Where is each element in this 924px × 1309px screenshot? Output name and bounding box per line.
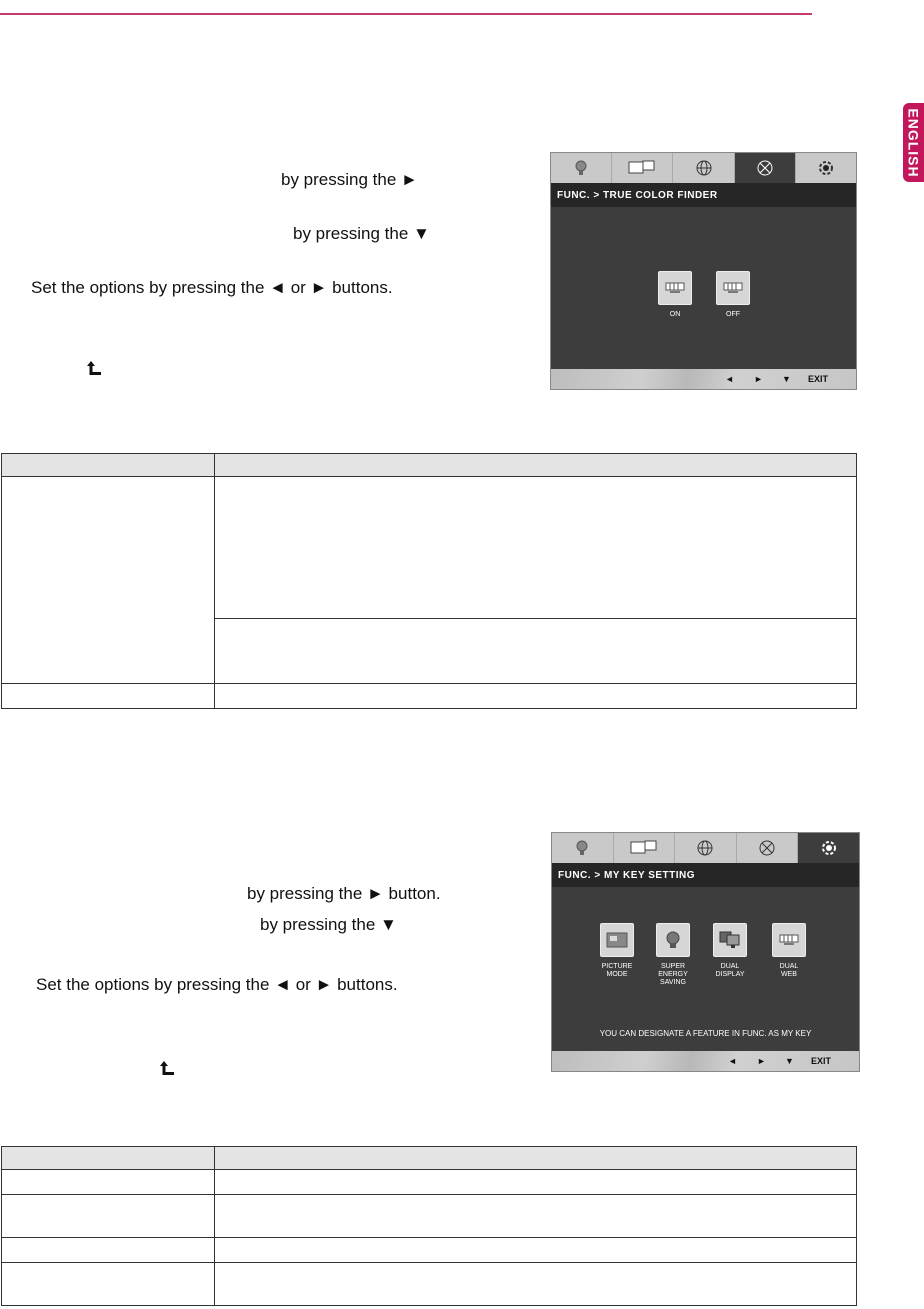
table-cell [2, 1238, 215, 1263]
header-cell [2, 454, 215, 477]
table-row [2, 477, 857, 619]
step-1-text: by pressing the ► [281, 170, 418, 189]
osd-breadcrumb: FUNC. > TRUE COLOR FINDER [551, 183, 856, 207]
osd-content [554, 207, 853, 369]
step-2-text: by pressing the ▼ [260, 915, 397, 934]
right-button[interactable]: ► [754, 374, 763, 384]
gear-icon [820, 839, 838, 857]
table-row [2, 1263, 857, 1306]
tab-picture[interactable] [551, 153, 612, 183]
globe-icon [696, 839, 714, 857]
option-picture-mode[interactable] [595, 923, 639, 979]
option-dual-display[interactable] [708, 923, 752, 979]
option-label: SUPER ENERGY SAVING [658, 963, 688, 986]
dual-display-icon [713, 923, 747, 957]
table-cell [2, 684, 215, 709]
true-color-off-icon [716, 271, 750, 305]
step-3-text: Set the options by pressing the ◄ or ► buttons. [36, 975, 398, 994]
osd-button-bar [552, 1051, 859, 1071]
tab-display[interactable] [612, 153, 673, 183]
osd-breadcrumb: FUNC. > MY KEY SETTING [552, 863, 859, 887]
down-button[interactable]: ▼ [785, 1056, 794, 1066]
osd-content [555, 887, 856, 1051]
step-2-text: by pressing the ▼ [293, 224, 430, 243]
table-cell [215, 1238, 857, 1263]
table-true-color-finder [1, 453, 857, 709]
table-row [2, 1170, 857, 1195]
dual-screen-icon [628, 160, 656, 176]
table-header-row [2, 454, 857, 477]
language-side-tab [903, 103, 924, 182]
tab-picture[interactable] [552, 833, 614, 863]
option-off[interactable] [716, 271, 750, 319]
option-label: DUAL WEB [779, 963, 799, 978]
step-3-text: Set the options by pressing the ◄ or ► buttons. [31, 278, 393, 297]
option-super-energy-saving[interactable] [651, 923, 695, 987]
table-row [2, 1195, 857, 1238]
exit-button[interactable]: EXIT [808, 374, 829, 384]
table-cell [2, 477, 215, 684]
globe-icon [695, 159, 713, 177]
table-row [2, 684, 857, 709]
osd-menu-tabs [551, 153, 856, 183]
osd-true-color-finder [550, 152, 857, 390]
dual-web-icon [772, 923, 806, 957]
bulb-icon [573, 839, 591, 857]
table-header-row [2, 1147, 857, 1170]
tab-func[interactable] [737, 833, 799, 863]
table-cell [2, 1263, 215, 1306]
tab-settings[interactable] [798, 833, 859, 863]
language-label: ENGLISH [905, 107, 922, 178]
left-button[interactable]: ◄ [725, 374, 734, 384]
tab-web[interactable] [673, 153, 734, 183]
top-rule [0, 13, 812, 15]
exit-button[interactable]: EXIT [811, 1056, 832, 1066]
header-cell [215, 454, 857, 477]
return-arrow-icon [160, 1060, 176, 1076]
tab-web[interactable] [675, 833, 737, 863]
table-cell [215, 684, 857, 709]
option-label: PICTURE MODE [601, 963, 633, 978]
gear-icon [817, 159, 835, 177]
header-cell [215, 1147, 857, 1170]
table-cell [215, 1195, 857, 1238]
bulb-icon [572, 159, 590, 177]
option-label: ON [669, 311, 681, 318]
cross-circle-icon [758, 839, 776, 857]
tab-settings[interactable] [796, 153, 856, 183]
table-cell [2, 1195, 215, 1238]
table-cell [2, 1170, 215, 1195]
return-arrow-icon [87, 360, 103, 376]
right-button[interactable]: ► [757, 1056, 766, 1066]
picture-mode-icon [600, 923, 634, 957]
tab-func[interactable] [735, 153, 796, 183]
header-cell [2, 1147, 215, 1170]
option-dual-web[interactable] [767, 923, 811, 979]
true-color-on-icon [658, 271, 692, 305]
osd-message: YOU CAN DESIGNATE A FEATURE IN FUNC. AS MY KEY [599, 1029, 812, 1038]
step-1-text: by pressing the ► button. [247, 884, 441, 903]
osd-my-key-setting [551, 832, 860, 1072]
table-my-key-setting [1, 1146, 857, 1306]
left-button[interactable]: ◄ [728, 1056, 737, 1066]
option-label: OFF [726, 311, 740, 318]
option-label: DUAL DISPLAY [715, 963, 745, 978]
osd-menu-tabs [552, 833, 859, 863]
tab-display[interactable] [614, 833, 676, 863]
table-cell [215, 618, 857, 683]
cross-circle-icon [756, 159, 774, 177]
table-row [2, 1238, 857, 1263]
option-on[interactable] [658, 271, 692, 319]
osd-button-bar [551, 369, 856, 389]
energy-saving-icon [656, 923, 690, 957]
table-cell [215, 1170, 857, 1195]
table-cell [215, 1263, 857, 1306]
down-button[interactable]: ▼ [782, 374, 791, 384]
dual-screen-icon [630, 840, 658, 856]
table-cell [215, 477, 857, 619]
